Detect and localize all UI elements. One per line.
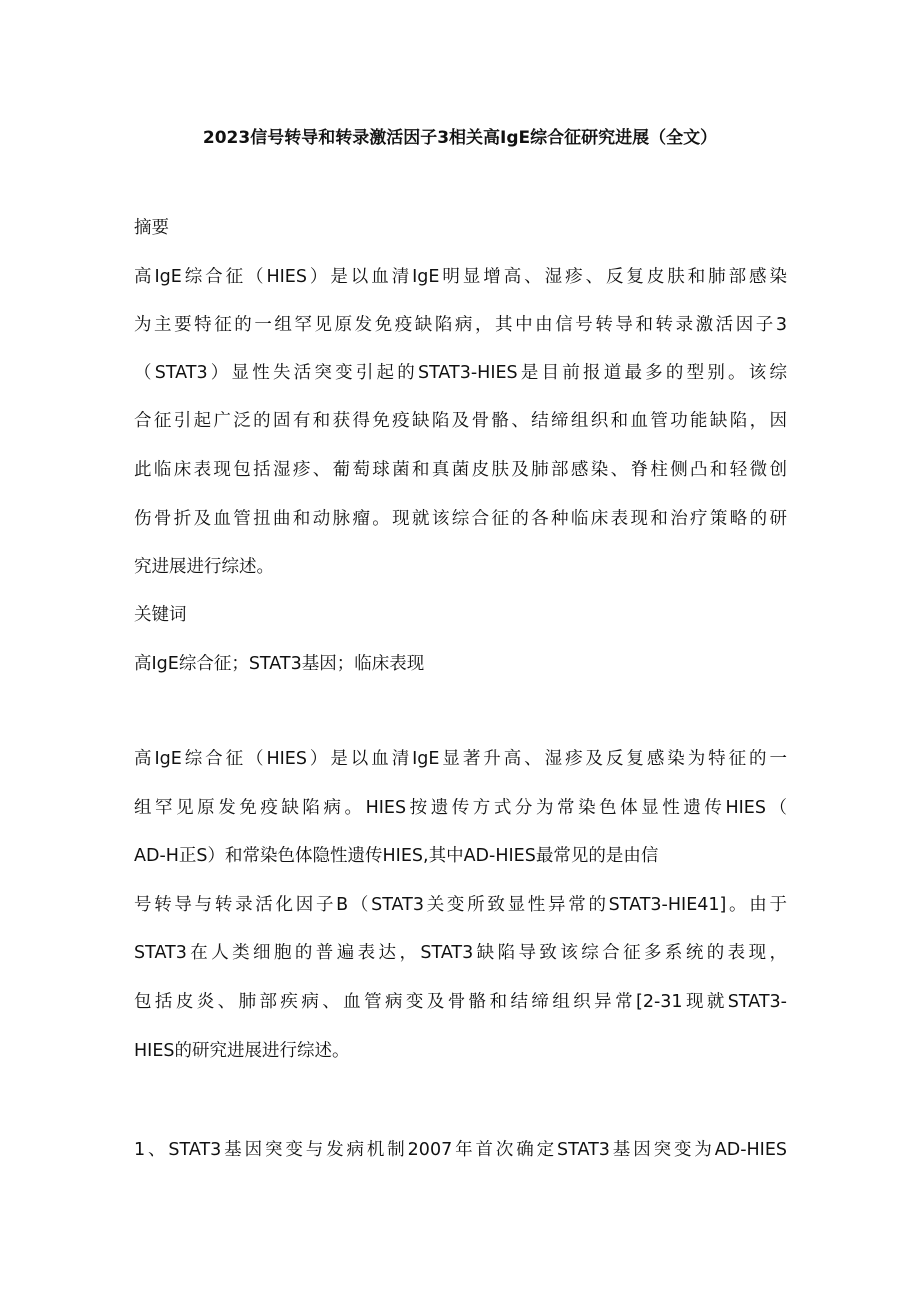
abstract-line: 高IgE综合征（HIES）是以血清IgE明显增高、湿疹、反复皮肤和肺部感染 — [134, 267, 787, 287]
abstract-line: 为主要特征的一组罕见原发免疫缺陷病，其中由信号转导和转录激活因子3 — [134, 315, 787, 335]
intro-line: 号转导与转录活化因子B（STAT3关变所致显性异常的STAT3-HIE41]。由于 — [134, 895, 787, 915]
abstract-line: 合征引起广泛的固有和获得免疫缺陷及骨骼、结缔组织和血管功能缺陷，因 — [134, 411, 787, 431]
intro-line: 包括皮炎、肺部疾病、血管病变及骨骼和结缔组织异常[2-31现就STAT3- — [134, 992, 787, 1012]
intro-line: 组罕见原发免疫缺陷病。HIES按遗传方式分为常染色体显性遗传HIES（ — [134, 798, 787, 818]
intro-line: AD-H正S）和常染色体隐性遗传HIES,其中AD-HIES最常见的是由信 — [134, 846, 659, 866]
abstract-line: 此临床表现包括湿疹、葡萄球菌和真菌皮肤及肺部感染、脊柱侧凸和轻微创 — [134, 460, 787, 480]
abstract-line: 伤骨折及血管扭曲和动脉瘤。现就该综合征的各种临床表现和治疗策略的研 — [134, 509, 787, 529]
document-title: 2023信号转导和转录激活因子3相关高IgE综合征研究进展（全文） — [202, 128, 718, 148]
section-heading-line: 1、STAT3基因突变与发病机制2007年首次确定STAT3基因突变为AD-HIES — [134, 1140, 787, 1160]
abstract-line: 究进展进行综述。 — [134, 557, 274, 577]
intro-line: 高IgE综合征（HIES）是以血清IgE显著升高、湿疹及反复感染为特征的一 — [134, 749, 787, 769]
intro-line: HIES的研究进展进行综述。 — [134, 1041, 350, 1061]
keywords-heading: 关键词 — [134, 605, 187, 625]
keywords-line: 高IgE综合征；STAT3基因；临床表现 — [134, 654, 425, 674]
intro-line: STAT3在人类细胞的普遍表达，STAT3缺陷导致该综合征多系统的表现， — [134, 943, 787, 963]
abstract-line: （STAT3）显性失活突变引起的STAT3-HIES是目前报道最多的型别。该综 — [134, 363, 787, 383]
abstract-heading: 摘要 — [134, 218, 169, 238]
